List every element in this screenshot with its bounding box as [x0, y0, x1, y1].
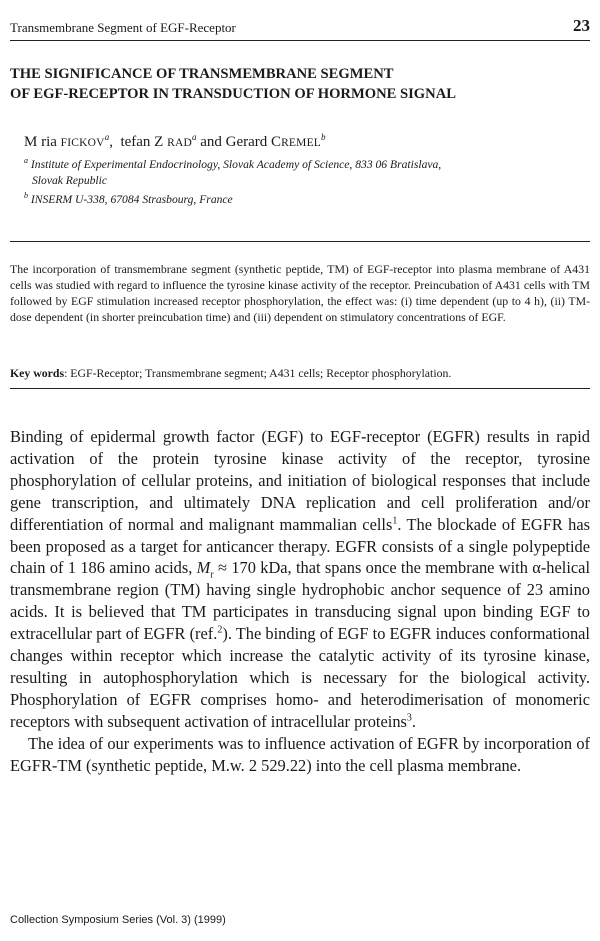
affiliation-a-mark: a [24, 156, 28, 165]
abstract-top-rule [10, 241, 590, 242]
keywords-label: Key words [10, 366, 65, 380]
affiliation-b [24, 188, 233, 208]
running-header [10, 16, 590, 36]
page-number: 23 [573, 16, 590, 35]
affiliation-a-line-2: Slovak Republic [32, 173, 108, 187]
author-2-first: tefan [120, 134, 151, 150]
affiliation-a [24, 153, 584, 189]
affiliation-b-line: INSERM U-338, 67084 Strasbourg, France [30, 192, 233, 206]
affiliation-b-mark: b [24, 191, 28, 200]
keywords-list: : EGF-Receptor; Transmembrane segment; A431 cells; Receptor phosphorylation. [64, 366, 452, 380]
abstract-bottom-rule [10, 388, 590, 389]
author-list [24, 132, 326, 151]
author-3-last-rest: REMEL [281, 137, 322, 149]
mr-subscript: r [210, 569, 214, 581]
body-text [10, 426, 590, 777]
paper-title [10, 64, 590, 104]
keywords-line [10, 366, 590, 381]
body-paragraph-2: The idea of our experiments was to influence activation of EGFR by incorporation of EGFR-TM (synthetic peptide, M.w. 2 529.22) into the cell plasma membrane. [10, 733, 590, 775]
body-p1-segment-c: ≈ 170 kDa, that spans once the membrane with α-helical transmembrane region (TM) having single hydrophobic anchor sequence of 23 amino acids. It is believed that TM participates in transducing signal upon binding EGF to extracellular part of EGFR (ref. [10, 558, 590, 644]
author-2-last-rest: RAD [167, 137, 192, 149]
abstract-text: The incorporation of transmembrane segment (synthetic peptide, TM) of EGF-receptor into plasma membrane of A431 cells was studied with regard to influence the tyrosine kinase activity of the receptor. Preincubation of A431 cells with TM followed by EGF stimulation increased receptor phosphorylation, the effect was: (i) time dependent (up to 4 h), (ii) TM-dose dependent (in shorter preincubation time) and (iii) dependent on stimulatory concentrations of EGF. [10, 262, 590, 324]
author-1-first: M ria [24, 134, 57, 150]
title-line-1: THE SIGNIFICANCE OF TRANSMEMBRANE SEGMENT [10, 66, 394, 82]
title-line-2: OF EGF-RECEPTOR IN TRANSDUCTION OF HORMONE SIGNAL [10, 86, 456, 102]
citation-2: 2 [217, 624, 223, 636]
header-rule [10, 40, 590, 41]
author-3-last-initial: C [271, 134, 282, 150]
mr-symbol: M [196, 558, 211, 578]
author-3-affil-mark: b [321, 132, 326, 142]
body-p1-segment-d: ). The binding of EGF to EGFR induces conformational changes within receptor which increase the catalytic activity of its tyrosine kinase, resulting in autophosphorylation which is necessary for the biological activity. Phosphorylation of EGFR comprises homo- and heterodimerisation of monomeric receptors with subsequent activation of intracellular proteins [10, 624, 590, 731]
body-p1-segment-e: . [411, 711, 416, 731]
author-2-last-initial: Z [154, 134, 164, 150]
footer-citation: Collection Symposium Series (Vol. 3) (1999) [10, 914, 226, 926]
citation-1: 1 [392, 515, 398, 527]
author-2-affil-mark: a [191, 132, 197, 142]
author-3-first: Gerard [225, 134, 268, 150]
citation-3: 3 [406, 712, 412, 724]
running-title: Transmembrane Segment of EGF-Receptor [10, 20, 236, 35]
author-1-affil-mark: a [104, 132, 110, 142]
affiliation-a-line-1: Institute of Experimental Endocrinology, Slovak Academy of Science, 833 06 Bratislava, [30, 157, 442, 171]
author-conjunction: and [200, 134, 222, 150]
body-p1-segment-b: . The blockade of EGFR has been proposed as a target for anticancer therapy. EGFR consists of a single polypeptide chain of 1 186 amino acids, [10, 514, 590, 578]
author-1-last: FICKOV [60, 137, 105, 149]
author-separator: , [109, 134, 113, 150]
body-p1-segment-a: Binding of epidermal growth factor (EGF) to EGF-receptor (EGFR) results in rapid activation of the protein tyrosine kinase activity of the receptor, tyrosine phosphorylation of cellular proteins, and initiation of biological responses that include gene transcription, and ultimately DNA replication and cell proliferation and/or differentiation of normal and malignant mammalian cells [10, 427, 590, 534]
body-paragraph-1 [10, 426, 590, 733]
